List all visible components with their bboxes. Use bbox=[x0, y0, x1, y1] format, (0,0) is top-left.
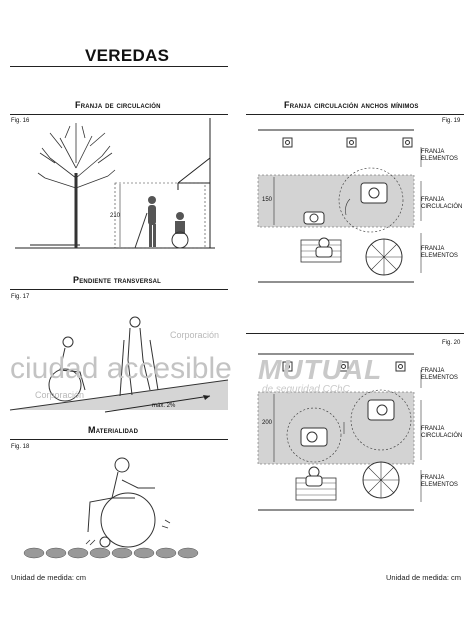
section-rule bbox=[10, 114, 228, 115]
slope-label: máx. 2% bbox=[152, 403, 176, 409]
section-title-anchos: Franja circulación anchos mínimos bbox=[284, 100, 419, 110]
wheelchair-user-icon bbox=[88, 458, 155, 547]
bollards bbox=[283, 138, 412, 147]
label-franja-elementos: FRANJA ELEMENTOS bbox=[421, 149, 458, 162]
page-title: VEREDAS bbox=[85, 46, 170, 65]
watermark-ciudad-sub: Corporación bbox=[35, 390, 85, 400]
fig18-drawing bbox=[10, 450, 228, 560]
fig-label: Fig. 18 bbox=[11, 444, 30, 450]
section-title-franja: Franja de circulación bbox=[75, 100, 161, 110]
watermark-mutual-sub: de seguridad CChC bbox=[262, 384, 350, 395]
label-franja-elementos: FRANJA ELEMENTOS bbox=[421, 368, 458, 381]
fig-label: Fig. 19 bbox=[442, 118, 461, 124]
wheelchair-icon bbox=[172, 212, 188, 248]
fig-label: Fig. 20 bbox=[442, 340, 461, 346]
title-rule bbox=[10, 66, 228, 67]
section-title-pendiente: Pendiente transversal bbox=[73, 275, 162, 285]
cobblestones bbox=[24, 548, 198, 558]
section-rule bbox=[10, 439, 228, 440]
section-rule bbox=[246, 114, 464, 115]
dim-210: 210 bbox=[110, 213, 121, 219]
label-franja-elementos: FRANJA ELEMENTOS bbox=[421, 475, 458, 488]
watermark-ciudad: ciudad accesible bbox=[10, 352, 232, 385]
person-cane-icon bbox=[148, 196, 156, 247]
watermark-mutual: MUTUAL bbox=[258, 354, 383, 385]
section-rule bbox=[246, 333, 464, 334]
dim-200: 200 bbox=[262, 420, 273, 426]
person-topview-icon bbox=[304, 212, 324, 224]
section-title-materialidad: Materialidad bbox=[88, 425, 139, 435]
fig16-drawing bbox=[10, 118, 228, 258]
section-rule bbox=[10, 289, 228, 290]
footer-unit-right: Unidad de medida: cm bbox=[386, 573, 462, 582]
label-franja-elementos: FRANJA ELEMENTOS bbox=[421, 246, 458, 259]
footer-unit-left: Unidad de medida: cm bbox=[11, 573, 87, 582]
label-franja-circulacion: FRANJA CIRCULACIÓN bbox=[421, 426, 463, 439]
dim-150: 150 bbox=[262, 197, 273, 203]
watermark-corporacion: Corporación bbox=[170, 330, 220, 340]
fig-label: Fig. 17 bbox=[11, 294, 30, 300]
wheelchair-topview-icon bbox=[361, 183, 387, 203]
fig-label: Fig. 16 bbox=[11, 118, 30, 124]
label-franja-circulacion: FRANJA CIRCULACIÓN bbox=[421, 197, 463, 210]
